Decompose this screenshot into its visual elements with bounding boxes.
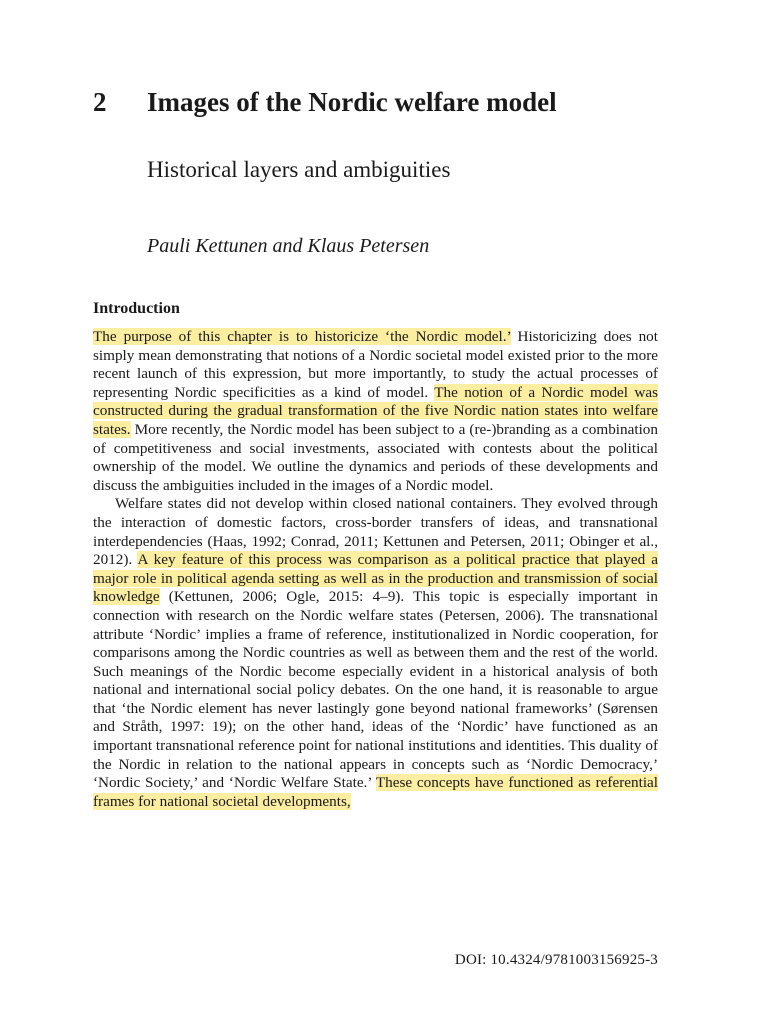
paragraph-1 xyxy=(93,328,658,495)
text-segment: (Kettunen, 2006; Ogle, 2015: 4–9). This topic is especially important in connection with research on the Nordic welfare states (Petersen, 2006). The transnational attribute ‘Nordic’ implies a frame of reference, institutionalized in Nordic cooperation, for comparisons among the Nordic countries as well as between them and the rest of the world. Such meanings of the Nordic become especially evident in a historical analysis of both national and international social policy debates. On the one hand, it is reasonable to argue that ‘the Nordic element has never lastingly gone beyond national frameworks’ (Sørensen and Stråth, 1997: 19); on the other hand, ideas of the ‘Nordic’ have functioned as an important transnational reference point for national institutions and identities. This duality of the Nordic in relation to the national appears in concepts such as ‘Nordic Democracy,’ ‘Nordic Society,’ and ‘Nordic Welfare State.’ xyxy=(93,588,658,792)
text-segment-highlighted: A key feature of this process was comparison as a political practice that played a major role in political agenda setting as well as in the production and transmission of social knowledge xyxy=(93,551,658,606)
body-text xyxy=(93,328,658,811)
doi-footer: DOI: 10.4324/9781003156925-3 xyxy=(454,952,658,968)
text-segment-highlighted: The purpose of this chapter is to historicize ‘the Nordic model.’ xyxy=(93,328,511,345)
text-segment-highlighted: These concepts have functioned as referential frames for national societal developments, xyxy=(93,774,659,810)
text-segment-highlighted: The notion of a Nordic model was constructed during the gradual transformation of the five Nordic nation states into welfare states. xyxy=(93,383,658,438)
text-segment: Welfare states did not develop within closed national containers. They evolved through the interaction of domestic factors, cross-border transfers of ideas, and transnational interdependencies (Haas, 1992; Conrad, 2011; Kettunen and Petersen, 2011; Obinger et al., 2012). xyxy=(93,495,658,569)
chapter-authors: Pauli Kettunen and Klaus Petersen xyxy=(147,235,430,257)
chapter-number: 2 xyxy=(93,87,107,117)
paragraph-2 xyxy=(93,495,658,811)
chapter-subtitle: Historical layers and ambiguities xyxy=(147,157,451,182)
text-segment: More recently, the Nordic model has been subject to a (re-)branding as a combination of competitiveness and social investments, associated with contests about the political ownership of the model. We outline the dynamics and periods of these developments and discuss the ambiguities included in the images of a Nordic model. xyxy=(93,420,658,494)
section-heading: Introduction xyxy=(93,300,180,317)
chapter-title: Images of the Nordic welfare model xyxy=(147,87,557,117)
text-segment: Historicizing does not simply mean demonstrating that notions of a Nordic societal model existed prior to the more recent launch of this expression, but more importantly, to study the actual processes of representing Nordic specificities as a kind of model. xyxy=(93,328,658,401)
